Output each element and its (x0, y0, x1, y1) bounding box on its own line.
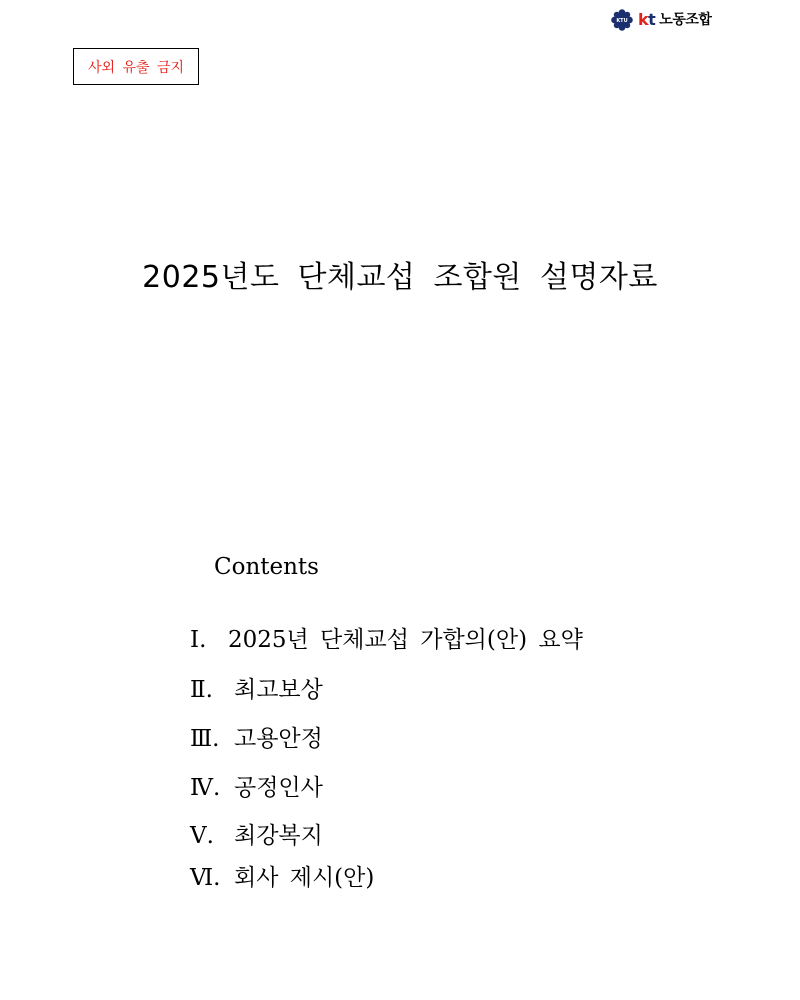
toc-item-title: 공정인사 (234, 775, 323, 801)
toc-item-number: Ⅳ. (190, 775, 221, 801)
toc-item-title: 최고보상 (234, 677, 323, 703)
toc-item (190, 861, 374, 895)
logo-union-text: 노동조합 (659, 12, 712, 28)
document-title: 2025년도 단체교섭 조합원 설명자료 (142, 260, 658, 295)
contents-heading: Contents (214, 554, 319, 580)
confidential-stamp: 사외 유출 금지 (73, 48, 199, 85)
toc-item (190, 623, 583, 657)
toc-item-number: Ⅲ. (190, 726, 220, 752)
toc-item-title: 회사 제시(안) (234, 865, 375, 891)
toc-item (190, 819, 323, 853)
toc-item-number: Ⅵ. (190, 865, 221, 891)
ktu-emblem-icon (611, 9, 633, 31)
toc-item (190, 771, 323, 805)
kt-brand-text: kt (638, 10, 656, 29)
toc-item-number: Ⅰ. (190, 627, 207, 653)
svg-text:KTU: KTU (616, 18, 628, 24)
toc-item (190, 722, 323, 756)
toc-item (190, 673, 323, 707)
toc-item-number: Ⅴ. (190, 823, 214, 849)
toc-item-title: 최강복지 (234, 823, 323, 849)
kt-union-logo (611, 9, 711, 31)
toc-item-number: Ⅱ. (190, 677, 213, 703)
toc-item-title: 고용안정 (234, 726, 323, 752)
toc-item-title: 2025년 단체교섭 가합의(안) 요약 (228, 627, 583, 653)
